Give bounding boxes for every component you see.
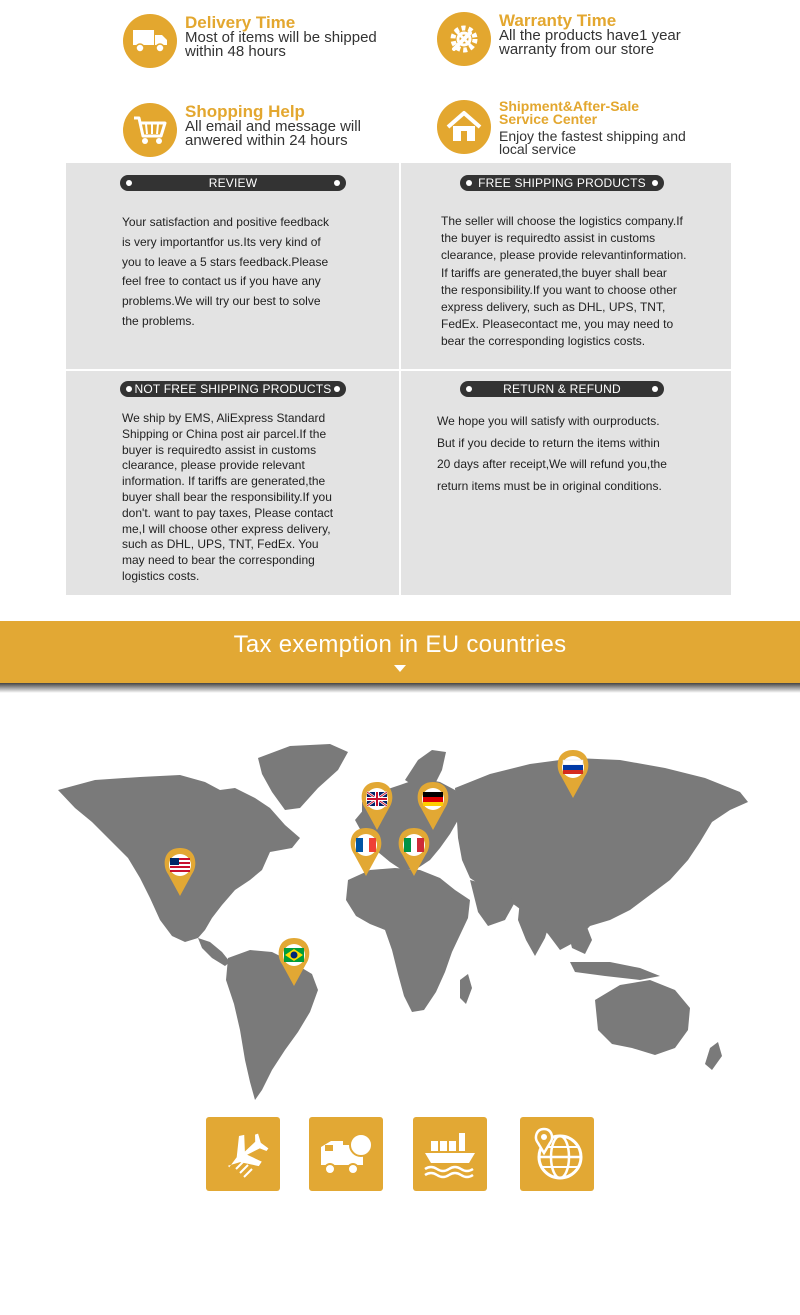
world-map-icon bbox=[0, 730, 800, 1110]
return-refund-text bbox=[437, 411, 667, 497]
review-line: problems.We will try our best to solve bbox=[122, 294, 321, 309]
free-shipping-line: If tariffs are generated,the buyer shall bear bbox=[441, 265, 667, 280]
warranty-title: Warranty Time bbox=[499, 11, 617, 30]
not-free-shipping-panel bbox=[66, 371, 399, 595]
review-text bbox=[122, 213, 329, 332]
free-shipping-heading: FREE SHIPPING PRODUCTS bbox=[460, 175, 664, 191]
truck-icon bbox=[123, 14, 177, 68]
service-title-2: Service Center bbox=[499, 111, 598, 127]
arrow-down-icon bbox=[394, 665, 406, 672]
free-shipping-line: clearance, please provide relevantinformation. bbox=[441, 248, 687, 263]
cargo-ship-icon bbox=[413, 1117, 487, 1191]
airplane-icon bbox=[206, 1117, 280, 1191]
warranty-desc-1: All the products have1 year bbox=[499, 27, 681, 44]
not-free-shipping-line: Shipping or China post air parcel.If the bbox=[122, 426, 327, 441]
delivery-desc-2: within 48 hours bbox=[185, 43, 286, 60]
free-shipping-line: bear the corresponding logistics costs. bbox=[441, 334, 646, 349]
tax-banner bbox=[0, 621, 800, 683]
delivery-title: Delivery Time bbox=[185, 13, 296, 32]
not-free-shipping-line: don't. want to pay taxes, Please contact bbox=[122, 505, 334, 520]
return-refund-line: We hope you will satisfy with ourproducts. bbox=[437, 414, 660, 428]
help-desc-1: All email and message will bbox=[185, 118, 361, 135]
return-refund-panel bbox=[401, 371, 731, 595]
review-line: you to leave a 5 stars feedback.Please bbox=[122, 254, 329, 269]
free-shipping-line: The seller will choose the logistics company.If bbox=[441, 214, 683, 228]
not-free-shipping-line: We ship by EMS, AliExpress Standard bbox=[122, 411, 326, 425]
free-shipping-line: FedEx. Pleasecontact me, you may need to bbox=[441, 317, 674, 332]
help-title: Shopping Help bbox=[185, 102, 305, 121]
return-refund-line: 20 days after receipt,We will refund you,the bbox=[437, 457, 667, 471]
flag-france-icon bbox=[351, 828, 382, 876]
service-title-1: Shipment&After-Sale bbox=[499, 98, 640, 114]
help-desc-2: anwered within 24 hours bbox=[185, 132, 348, 149]
service-desc-2: local service bbox=[499, 141, 577, 157]
not-free-shipping-line: buyer is requiredto assist in customs bbox=[122, 442, 317, 457]
gear-wrench-icon bbox=[437, 12, 491, 66]
not-free-shipping-line: information. If tariffs are generated,the bbox=[122, 474, 326, 489]
not-free-shipping-heading: NOT FREE SHIPPING PRODUCTS bbox=[120, 381, 346, 397]
feature-warranty bbox=[437, 12, 681, 66]
info-grid bbox=[66, 163, 731, 595]
not-free-shipping-line: me,I will choose other express delivery, bbox=[122, 521, 331, 536]
free-shipping-line: express delivery, such as DHL, UPS, TNT, bbox=[441, 300, 666, 315]
feature-delivery bbox=[123, 14, 377, 68]
service-desc-1: Enjoy the fastest shipping and bbox=[499, 128, 686, 144]
not-free-shipping-text bbox=[122, 411, 333, 585]
warranty-desc-2: warranty from our store bbox=[499, 41, 655, 58]
review-line: is very importantfor us.Its very kind of bbox=[122, 234, 321, 249]
return-refund-line: But if you decide to return the items within bbox=[437, 435, 660, 450]
return-refund-line: return items must be in original conditions. bbox=[437, 478, 662, 493]
not-free-shipping-line: such as DHL, UPS, TNT, FedEx. You bbox=[122, 537, 319, 552]
review-panel bbox=[66, 163, 399, 369]
feature-service bbox=[437, 100, 686, 156]
return-refund-heading: RETURN & REFUND bbox=[460, 381, 664, 397]
cart-icon bbox=[123, 103, 177, 157]
review-line: Your satisfaction and positive feedback bbox=[122, 215, 330, 229]
delivery-desc-1: Most of items will be shipped bbox=[185, 29, 377, 46]
not-free-shipping-line: clearance, please provide relevant bbox=[122, 458, 305, 473]
not-free-shipping-line: buyer shall bear the responsibility.If you bbox=[122, 489, 332, 504]
free-shipping-panel bbox=[401, 163, 731, 369]
house-icon bbox=[437, 100, 491, 154]
delivery-truck-icon bbox=[309, 1117, 383, 1191]
free-shipping-line: the buyer is requiredto assist in customs bbox=[441, 231, 656, 246]
not-free-shipping-line: logistics costs. bbox=[122, 568, 200, 583]
free-shipping-text bbox=[441, 213, 686, 351]
review-line: feel free to contact us if you have any bbox=[122, 274, 321, 289]
free-shipping-line: the responsibility.If you want to choose other bbox=[441, 282, 677, 297]
banner-shadow bbox=[0, 683, 800, 693]
review-line: the problems. bbox=[122, 313, 195, 328]
feature-help bbox=[123, 103, 361, 157]
review-heading: REVIEW bbox=[120, 175, 346, 191]
banner-title: Tax exemption in EU countries bbox=[233, 631, 567, 658]
globe-location-icon bbox=[520, 1117, 594, 1191]
not-free-shipping-line: may need to bear the corresponding bbox=[122, 553, 315, 568]
